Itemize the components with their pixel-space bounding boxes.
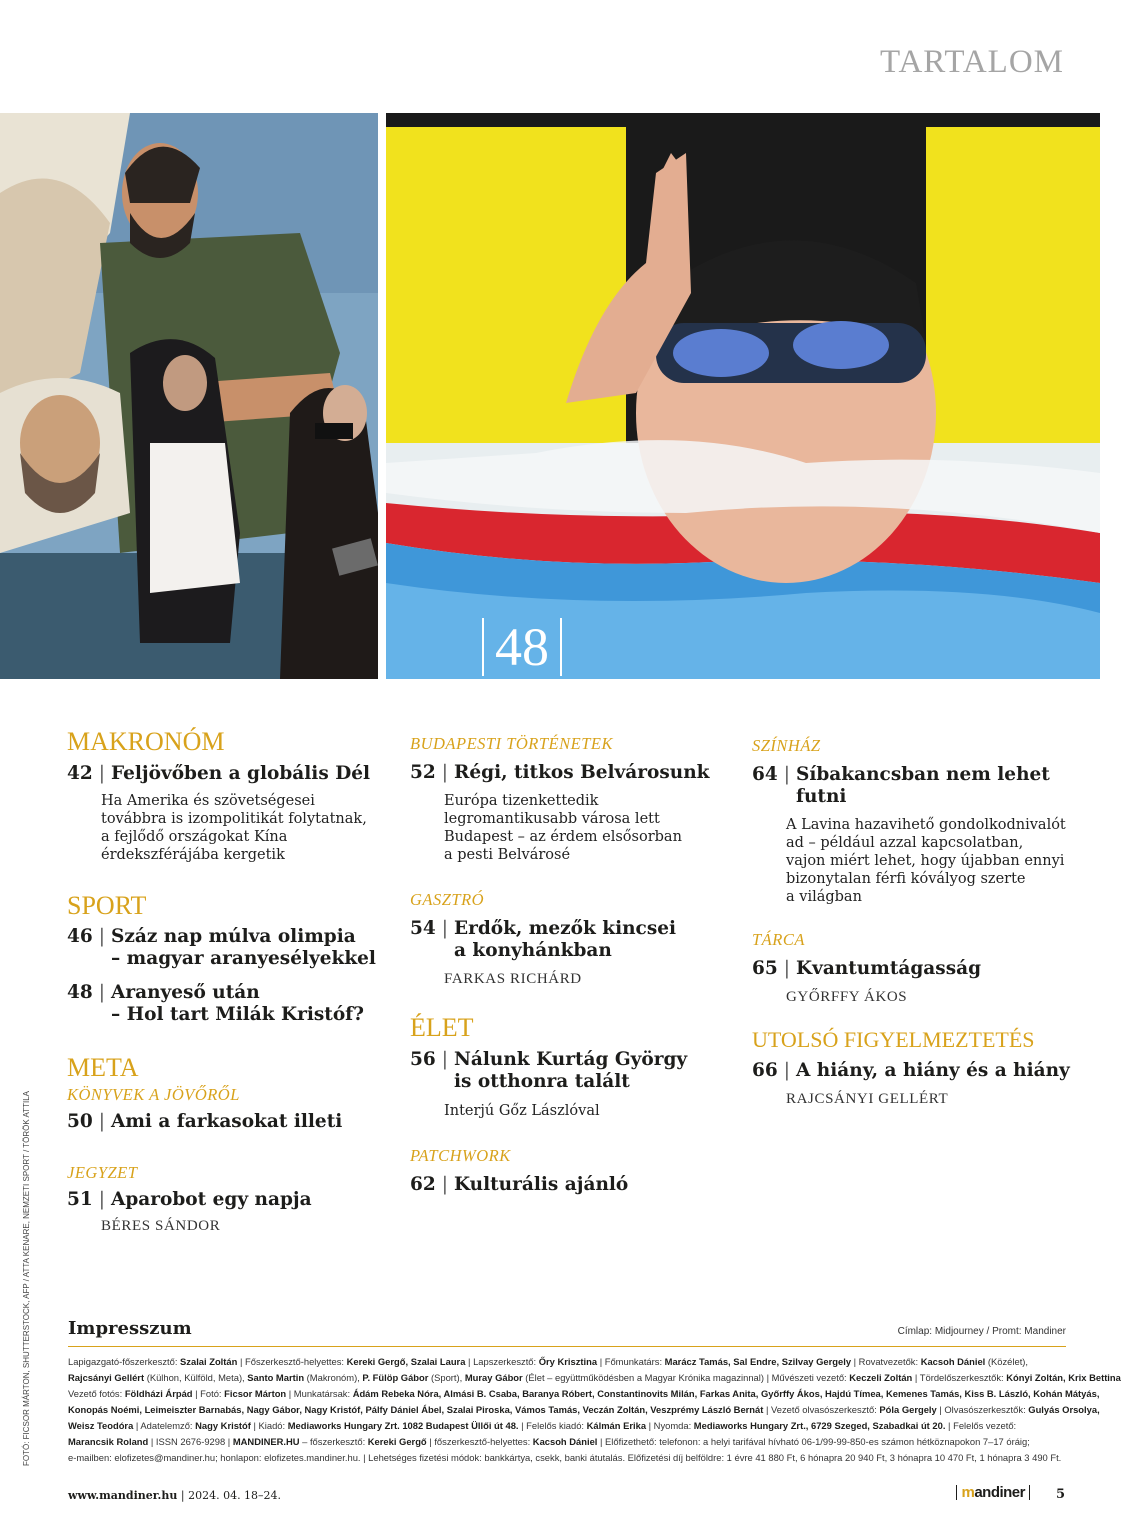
impresszum-line: Rajcsányi Gellért (Külhon, Külföld, Meta), Santo Martin (Makronóm), P. Fülöp Gábor (Sport), Muray Gábor (Élet – együttműködésben a Magyar Krónika magazinnal) | Művészeti vezető: Keczeli Zoltán | Tördelőszerkesztők: Kónyi Zoltán, Krix Bettina (68, 1372, 1121, 1383)
entry-title: Erdők, mezők kincsei a konyhánkban (453, 918, 677, 961)
toc-column-1 (67, 728, 387, 1235)
desc-line: érdekszférájába kergetik (101, 846, 285, 863)
entry-title: Síbakancsban nem lehet futni (795, 764, 1050, 807)
page-title: TARTALOM (879, 44, 1064, 80)
entry-page: 56 (410, 1048, 436, 1070)
entry-title: Kulturális ajánló (453, 1173, 629, 1195)
entry-page: 48 (67, 982, 93, 1004)
footer-url[interactable]: www.mandiner.hu (68, 1489, 178, 1502)
desc-line: a pesti Belvárosé (444, 847, 571, 863)
subsection-szinhaz: SZÍNHÁZ (752, 736, 821, 755)
desc-line: Budapest – az érdem elsősorban (444, 829, 682, 845)
subsection-gasztro: GASZTRÓ (410, 890, 485, 909)
marker-right-bar (560, 618, 562, 676)
desc-line: a világban (786, 889, 862, 905)
entry-page: 54 (410, 918, 436, 939)
photo-page-number: 48 (495, 617, 549, 677)
entry-page: 66 (752, 1060, 778, 1082)
section-makronom: MAKRONÓM (67, 727, 225, 756)
impresszum-line: Weisz Teodóra | Adatelemző: Nagy Kristóf | Kiadó: Mediaworks Hungary Zrt. 1082 Budapest Üllői út 48. | Felelős kiadó: Kálmán Erika | Nyomda: Mediaworks Hungary Zrt., 6729 Szeged, Szabadkai út 20. | Felelős vezető: (68, 1420, 1017, 1431)
toc-column-2 (410, 734, 730, 1196)
subsection-tarca: TÁRCA (752, 930, 805, 949)
impresszum-line: Vezető fotós: Földházi Árpád | Fotó: Ficsor Márton | Munkatársak: Ádám Rebeka Nóra, Almási B. Csaba, Baranya Róbert, Constantinovits Milán, Farkas Anita, Győrffy Ákos, Hajdú Tímea, Kemenes Tamás, Kiss B. László, Kohán Mátyás, (68, 1388, 1100, 1399)
entry-description (101, 792, 387, 864)
toc-entry-50[interactable]: 50 | Ami a farkasokat illeti (67, 1110, 343, 1132)
toc-entry-54[interactable]: 54 | Erdők, mezők kincsei a konyhánkban (410, 918, 677, 961)
subsection-budapesti: BUDAPESTI TÖRTÉNETEK (410, 734, 613, 753)
subsection-jegyzet: JEGYZET (67, 1162, 138, 1182)
entry-description (444, 792, 730, 864)
entry-author: GYŐRFFY ÁKOS (786, 989, 908, 1005)
entry-title: Száz nap múlva olimpia – magyar aranyesélyekkel (110, 926, 376, 970)
desc-line: továbbra is izompolitikát folytatnak, (101, 810, 367, 827)
entry-page: 62 (410, 1173, 436, 1195)
entry-title: Aranyeső után – Hol tart Milák Kristóf? (110, 982, 364, 1026)
desc-line: A Lavina hazavihető gondolkodnivalót (786, 817, 1066, 833)
impresszum-line: e-mailben: elofizetes@mandiner.hu; honlapon: elofizetes.mandiner.hu. | Lehetséges fizetési módok: bankkártya, csekk, banki átutalás. Előfizetési díj belföldre: 1 évre 41 880 Ft, 6 hónapra 20 940 Ft, 3 hónapra 10 470 Ft, 1 hónapra 3 490 Ft. (68, 1452, 1062, 1463)
desc-line: legromantikusabb városa lett (444, 811, 660, 827)
footer-date: 2024. 04. 18–24. (188, 1489, 282, 1502)
toc-entry-48[interactable]: 48 | Aranyeső után – Hol tart Milák Kristóf? (67, 982, 364, 1026)
toc-entry-62[interactable]: 62 | Kulturális ajánló (410, 1173, 629, 1195)
entry-title: Régi, titkos Belvárosunk (453, 762, 710, 783)
page-number: 5 (1055, 1487, 1065, 1502)
toc-column-3 (752, 736, 1072, 1108)
photo-credit: FOTÓ: FICSOR MÁRTON, SHUTTERSTOCK, AFP / ATTA KENARE, NEMZETI SPORT / TÖRÖK ATTILA (22, 1090, 31, 1466)
entry-title: Nálunk Kurtág György is otthonra talált (453, 1048, 688, 1092)
entry-title: A hiány, a hiány és a hiány (795, 1060, 1070, 1082)
impresszum-line: Lapigazgató-főszerkesztő: Szalai Zoltán | Főszerkesztő-helyettes: Kereki Gergő, Szalai Laura | Lapszerkesztő: Őry Krisztina | Főmunkatárs: Marácz Tamás, Sal Endre, Szilvay Gergely | Rovatvezetők: Kacsoh Dániel (Közélet), (68, 1356, 1029, 1367)
entry-title: Kvantumtágasság (795, 958, 982, 979)
photo-page-marker (482, 616, 562, 678)
toc-entry-56[interactable]: 56 | Nálunk Kurtág György is otthonra talált (410, 1048, 688, 1092)
entry-page: 65 (752, 958, 778, 979)
desc-line: bizonytalan férfi kóvályog szerte (786, 871, 1026, 887)
entry-page: 52 (410, 762, 436, 783)
entry-page: 51 (67, 1188, 93, 1210)
desc-line: ad – például azzal kapcsolatban, (786, 835, 1024, 851)
desc-line: Ha Amerika és szövetségesei (101, 792, 315, 809)
entry-page: 50 (67, 1110, 93, 1132)
entry-author: BÉRES SÁNDOR (101, 1217, 221, 1234)
entry-author: RAJCSÁNYI GELLÉRT (786, 1091, 949, 1108)
entry-title: Ami a farkasokat illeti (110, 1110, 343, 1132)
section-elet: ÉLET (410, 1013, 474, 1042)
entry-description: Interjú Gőz Lászlóval (444, 1102, 600, 1119)
section-utolso-figyelmeztetes: UTOLSÓ FIGYELMEZTETÉS (752, 1027, 1035, 1052)
toc-entry-42[interactable]: 42 | Feljövőben a globális Dél (67, 762, 371, 784)
impresszum-line: Marancsik Roland | ISSN 2676-9298 | MANDINER.HU – főszerkesztő: Kereki Gergő | főszerkesztő-helyettes: Kacsoh Dániel | Előfizethető: telefonon: a helyi tarifával hívható 06-1/99-99-850-es számon hétköznapokon 7–17 óráig; (68, 1436, 1030, 1447)
desc-line: Európa tizenkettedik (444, 793, 599, 809)
impresszum-title: Impresszum (68, 1318, 192, 1339)
section-sport: SPORT (67, 890, 147, 920)
subsection-patchwork: PATCHWORK (410, 1145, 511, 1165)
toc-entry-51[interactable]: 51 | Aparobot egy napja (67, 1188, 312, 1210)
toc-entry-65[interactable]: 65 | Kvantumtágasság (752, 958, 982, 979)
desc-line: a fejlődő országokat Kína (101, 828, 288, 845)
cover-credit: Címlap: Midjourney / Promt: Mandiner (897, 1326, 1066, 1337)
entry-page: 42 (67, 762, 93, 784)
mandiner-logo: mandiner (956, 1485, 1030, 1500)
entry-author: FARKAS RICHÁRD (444, 971, 582, 987)
impresszum-divider (68, 1346, 1066, 1347)
mural-photo (0, 113, 378, 679)
impresszum-text (68, 1354, 1121, 1466)
toc-entry-64[interactable]: 64 | Síbakancsban nem lehet futni (752, 764, 1072, 808)
entry-title: Feljövőben a globális Dél (110, 762, 371, 784)
entry-page: 46 (67, 926, 93, 948)
footer-url-date: www.mandiner.hu | 2024. 04. 18–24. (68, 1489, 282, 1502)
entry-title: Aparobot egy napja (110, 1188, 312, 1210)
toc-entry-52[interactable]: 52 | Régi, titkos Belvárosunk (410, 762, 710, 783)
swimmer-photo (386, 113, 1100, 679)
subsection-konyvek: KÖNYVEK A JÖVŐRŐL (67, 1084, 240, 1104)
entry-description (786, 816, 1072, 906)
desc-line: vajon miért lehet, hogy újabban ennyi (786, 853, 1065, 869)
impresszum-line: Konopás Noémi, Leimeiszter Barnabás, Nagy Gábor, Nagy Kristóf, Pálfy Dániel Ábel, Szalai Piroska, Vámos Tamás, Veczán Zoltán, Veszprémy László Bernát | Vezető olvasószerkesztő: Póla Gergely | Olvasószerkesztők: Gulyás Orsolya, (68, 1404, 1100, 1415)
entry-page: 64 (752, 764, 778, 785)
section-meta: META (67, 1053, 139, 1083)
toc-entry-46[interactable]: 46 | Száz nap múlva olimpia – magyar aranyesélyekkel (67, 926, 376, 970)
toc-entry-66[interactable]: 66 | A hiány, a hiány és a hiány (752, 1060, 1070, 1082)
